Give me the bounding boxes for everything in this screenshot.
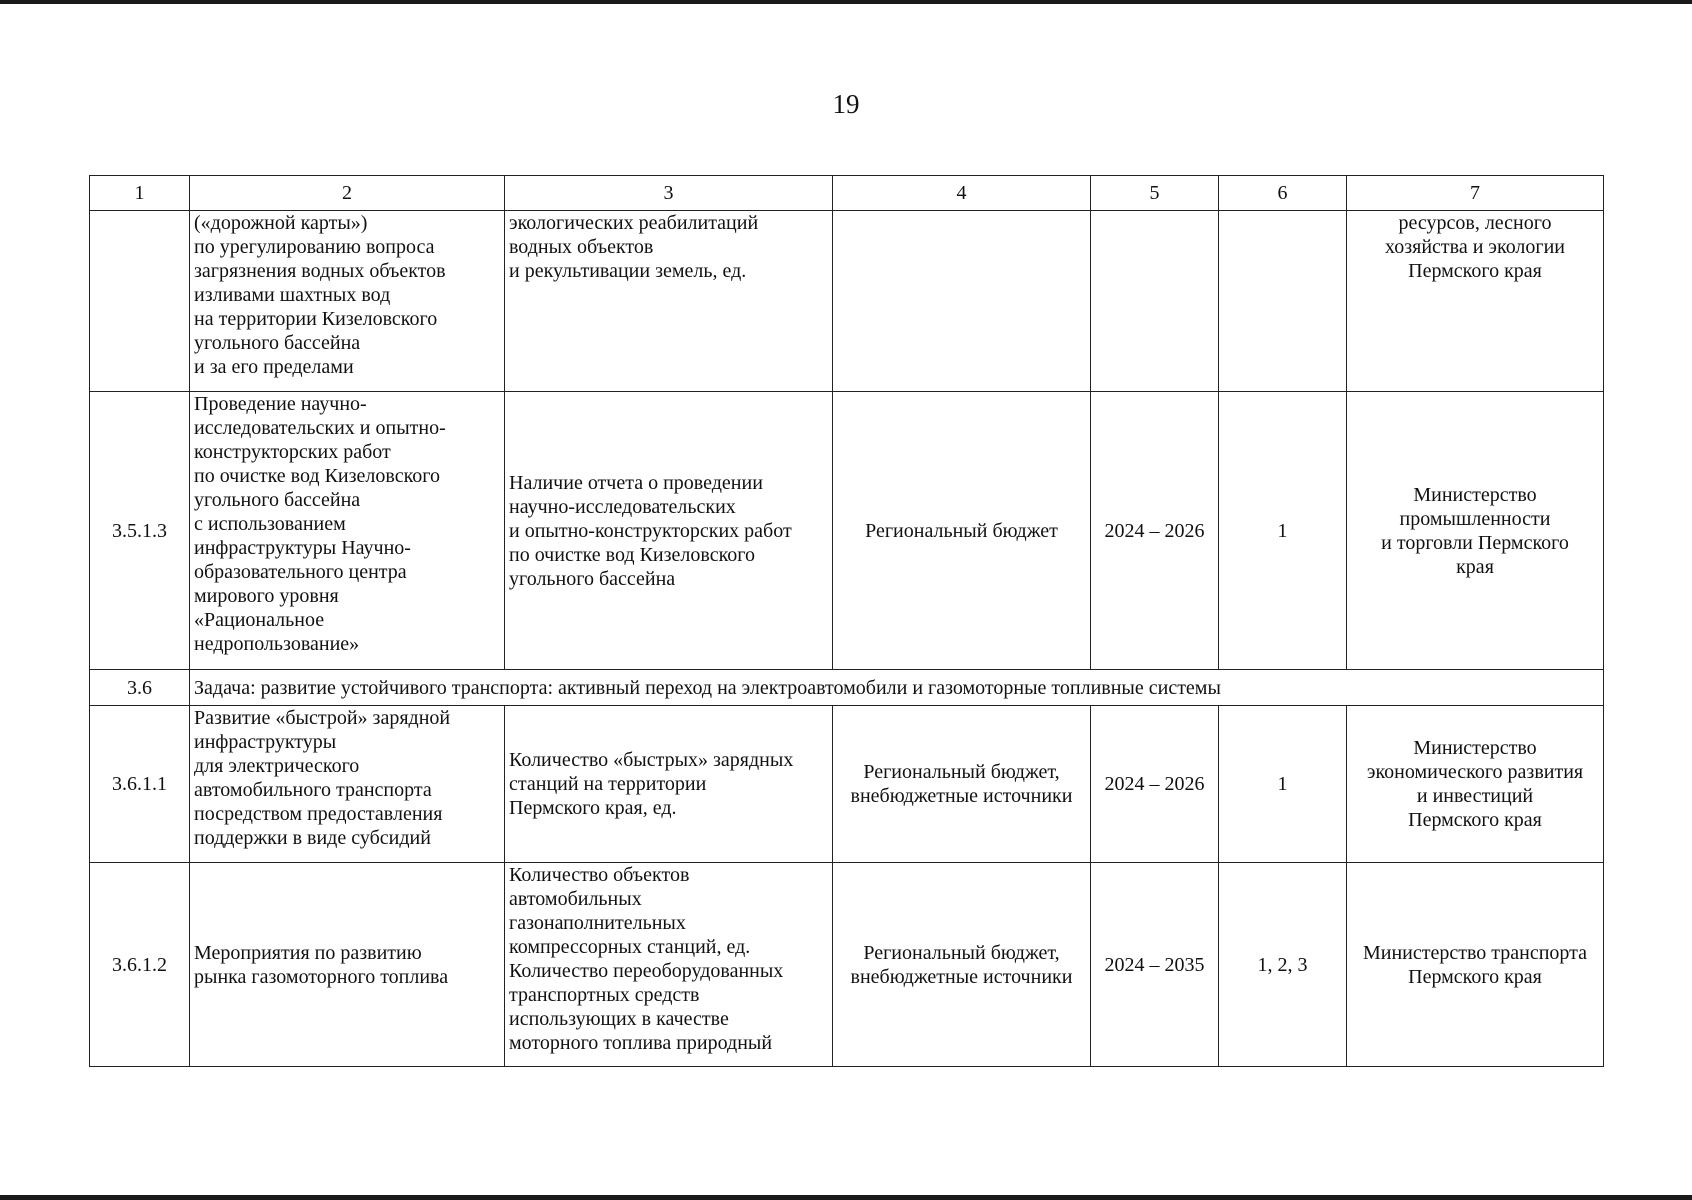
cell-line: угольного бассейна (194, 332, 361, 354)
cell-line: экологических реабилитаций (509, 212, 759, 234)
cell-line: Проведение научно- (194, 393, 367, 415)
funding-cell (833, 392, 1091, 670)
activity-cell (190, 706, 505, 863)
period-cell: 2024 – 2035 (1091, 863, 1219, 1067)
cell-line: Пермского края (1408, 260, 1542, 282)
cell-line: с использованием (194, 513, 346, 535)
funding-cell (833, 706, 1091, 863)
responsible-cell (1347, 211, 1604, 392)
cell-line: Количество «быстрых» зарядных (509, 749, 794, 771)
activity-cell (190, 863, 505, 1067)
cell-line: («дорожной карты») (194, 212, 368, 234)
column-header: 2 (190, 176, 505, 211)
activity-cell (190, 211, 505, 392)
cell-line: внебюджетные источники (850, 965, 1073, 988)
cell-line: Министерство транспорта (1362, 941, 1588, 964)
cell-line: Мероприятия по развитию (194, 941, 422, 964)
cell-line: Количество объектов (509, 864, 690, 886)
column-header: 6 (1219, 176, 1347, 211)
document-table (89, 175, 1604, 1067)
stage-cell: 1, 2, 3 (1219, 863, 1347, 1067)
cell-line: водных объектов (509, 236, 654, 258)
row-number-cell: 3.6.1.2 (90, 863, 190, 1067)
cell-line: недропользование» (194, 633, 360, 655)
column-header: 1 (90, 176, 190, 211)
cell-line: мирового уровня (194, 585, 339, 607)
cell-line: Региональный бюджет (865, 519, 1058, 542)
cell-line: и за его пределами (194, 356, 354, 378)
cell-line: научно-исследовательских (509, 495, 736, 518)
cell-line: ресурсов, лесного (1398, 212, 1552, 234)
row-number-cell (90, 211, 190, 392)
cell-line: Количество переоборудованных (509, 960, 784, 982)
cell-line: компрессорных станций, ед. (509, 936, 751, 958)
stage-cell: 1 (1219, 392, 1347, 670)
cell-line: станций на территории (509, 773, 707, 795)
cell-line: Региональный бюджет, (863, 941, 1060, 964)
cell-line: Министерство (1413, 483, 1537, 506)
cell-line: конструкторских работ (194, 441, 391, 463)
table-row (90, 211, 1604, 392)
cell-line: инфраструктуры (194, 731, 337, 753)
scan-edge-top (0, 0, 1692, 4)
table-row (90, 863, 1604, 1067)
table-header-row (90, 176, 1604, 211)
task-row (90, 670, 1604, 706)
cell-line: газонаполнительных (509, 912, 686, 934)
indicator-cell (505, 706, 833, 863)
cell-line: и рекультивации земель, ед. (509, 260, 747, 282)
cell-line: рынка газомоторного топлива (194, 965, 449, 988)
cell-line: по очистке вод Кизеловского (509, 543, 755, 566)
cell-line: хозяйства и экологии (1384, 236, 1566, 258)
column-header: 4 (833, 176, 1091, 211)
cell-line: по очистке вод Кизеловского (194, 465, 440, 487)
cell-line: Пермского края (1408, 809, 1542, 831)
cell-line: автомобильного транспорта (194, 779, 432, 801)
task-cell: Задача: развитие устойчивого транспорта: активный переход на электроавтомобили и газомоторные топливные системы (190, 670, 1604, 706)
cell-line: моторного топлива природный (509, 1032, 773, 1054)
cell-line: исследовательских и опытно- (194, 417, 446, 439)
table-row (90, 392, 1604, 670)
cell-line: Пермского края, ед. (509, 797, 677, 819)
column-header: 7 (1347, 176, 1604, 211)
responsible-cell (1347, 392, 1604, 670)
cell-line: образовательного центра (194, 561, 407, 583)
cell-line: внебюджетные источники (850, 785, 1073, 807)
cell-line: поддержки в виде субсидий (194, 827, 431, 849)
cell-line: Региональный бюджет, (863, 761, 1060, 783)
page-number: 19 (832, 89, 860, 119)
cell-line: промышленности (1399, 507, 1551, 530)
table-row (90, 706, 1604, 863)
cell-line: использующих в качестве (509, 1008, 729, 1030)
indicator-cell (505, 863, 833, 1067)
indicator-cell (505, 392, 833, 670)
stage-cell (1219, 211, 1347, 392)
cell-line: края (1456, 555, 1494, 578)
cell-line: посредством предоставления (194, 803, 443, 825)
cell-line: для электрического (194, 755, 360, 777)
cell-line: автомобильных (509, 888, 642, 910)
cell-line: Наличие отчета о проведении (509, 471, 763, 494)
cell-line: Развитие «быстрой» зарядной (194, 707, 451, 729)
scan-edge-bottom (0, 1195, 1692, 1200)
cell-line: Пермского края (1408, 965, 1542, 988)
cell-line: экономического развития (1366, 761, 1584, 783)
row-number-cell: 3.6.1.1 (90, 706, 190, 863)
row-number-cell: 3.5.1.3 (90, 392, 190, 670)
cell-line: и инвестиций (1416, 785, 1534, 807)
cell-line: угольного бассейна (509, 567, 676, 590)
period-cell: 2024 – 2026 (1091, 392, 1219, 670)
cell-line: изливами шахтных вод (194, 284, 391, 306)
period-cell: 2024 – 2026 (1091, 706, 1219, 863)
row-number-cell: 3.6 (90, 670, 190, 706)
cell-line: инфраструктуры Научно- (194, 537, 411, 559)
activity-cell (190, 392, 505, 670)
indicator-cell (505, 211, 833, 392)
cell-line: и торговли Пермского (1381, 531, 1569, 554)
cell-line: загрязнения водных объектов (194, 260, 446, 282)
responsible-cell (1347, 863, 1604, 1067)
stage-cell: 1 (1219, 706, 1347, 863)
cell-line: по урегулированию вопроса (194, 236, 435, 258)
funding-cell (833, 863, 1091, 1067)
cell-line: угольного бассейна (194, 489, 361, 511)
period-cell (1091, 211, 1219, 392)
cell-line: на территории Кизеловского (194, 308, 438, 330)
cell-line: «Рациональное (194, 609, 325, 631)
funding-cell (833, 211, 1091, 392)
cell-line: и опытно-конструкторских работ (509, 519, 792, 542)
responsible-cell (1347, 706, 1604, 863)
cell-line: транспортных средств (509, 984, 700, 1006)
column-header: 5 (1091, 176, 1219, 211)
column-header: 3 (505, 176, 833, 211)
cell-line: Министерство (1413, 737, 1537, 759)
